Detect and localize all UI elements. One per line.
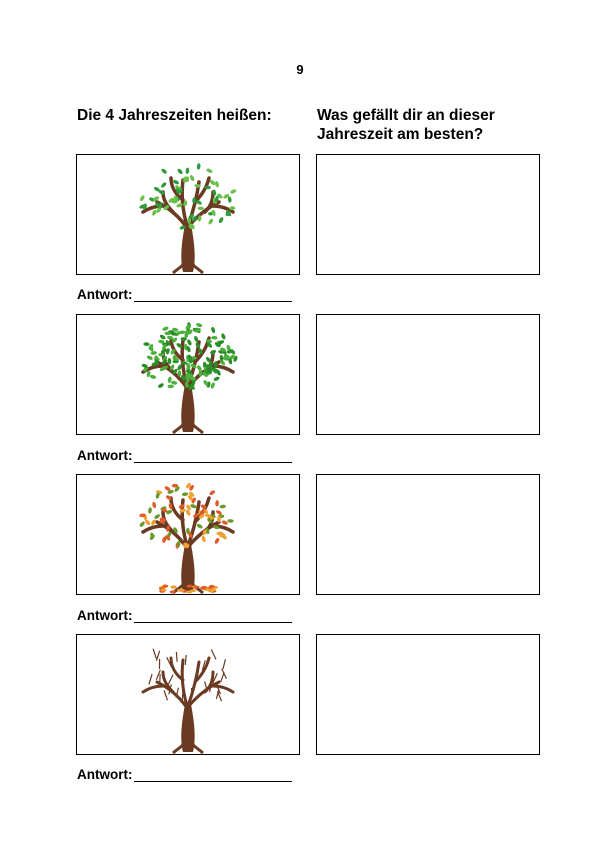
fallen-leaf xyxy=(201,585,207,588)
tree-leaf xyxy=(227,518,234,522)
answer-label-1: Antwort: xyxy=(77,287,133,302)
tree-leaf xyxy=(219,504,226,508)
tree-leaf xyxy=(152,501,157,508)
answer-label-4: Antwort: xyxy=(77,767,133,782)
tree-leaf xyxy=(161,167,168,174)
tree-leaf xyxy=(177,167,184,174)
tree-leaf xyxy=(157,382,164,389)
tree-branch xyxy=(143,686,163,692)
tree-branch xyxy=(213,686,233,692)
tree-twig xyxy=(153,648,156,658)
tree-leaf xyxy=(211,209,216,216)
tree-twig xyxy=(223,659,226,669)
tree-leaf xyxy=(196,364,202,371)
tree-twig xyxy=(185,654,186,664)
answer-blank-2[interactable] xyxy=(134,449,292,463)
fallen-leaf xyxy=(161,588,167,591)
fallen-leaf xyxy=(162,584,168,587)
tree-leaf xyxy=(146,354,153,360)
heading-favorite xyxy=(317,106,547,144)
picture-frame-summer xyxy=(76,314,300,435)
answer-box-2[interactable] xyxy=(316,314,540,435)
tree-leaf xyxy=(195,322,202,328)
answer-line-3 xyxy=(77,608,292,623)
tree-leaf xyxy=(182,491,189,496)
tree-leaf xyxy=(160,181,167,188)
picture-frame-autumn xyxy=(76,474,300,595)
tree-twig xyxy=(182,690,183,700)
answer-line-2 xyxy=(77,448,292,463)
tree-twig xyxy=(164,690,167,700)
tree-leaf xyxy=(227,196,232,203)
tree-branch xyxy=(182,660,187,706)
answer-blank-4[interactable] xyxy=(134,768,292,782)
tree-leaf xyxy=(196,162,200,169)
tree-branch xyxy=(205,192,213,212)
tree-leaf xyxy=(210,381,216,388)
answer-line-4 xyxy=(77,767,292,782)
answer-box-1[interactable] xyxy=(316,154,540,275)
page-number: 9 xyxy=(296,62,304,77)
answer-label-2: Antwort: xyxy=(77,448,133,463)
tree-leaf xyxy=(207,217,214,224)
tree-leaf xyxy=(218,216,224,223)
tree-leaf xyxy=(198,206,204,210)
tree-leaf xyxy=(151,209,157,216)
tree-twig xyxy=(176,651,177,661)
fallen-leaf xyxy=(190,589,196,592)
tree-leaf xyxy=(167,384,174,388)
tree-leaf xyxy=(214,537,220,544)
fallen-leaf xyxy=(210,588,216,591)
tree-leaf xyxy=(171,380,178,385)
tree-leaf xyxy=(230,188,237,194)
tree-leaf xyxy=(201,535,206,542)
fallen-leaf xyxy=(179,588,185,591)
answer-blank-3[interactable] xyxy=(134,609,292,623)
tree-twig xyxy=(211,649,216,659)
tree-leaf xyxy=(148,507,152,514)
answer-label-3: Antwort: xyxy=(77,608,133,623)
tree-leaf xyxy=(210,326,215,333)
tree-leaf xyxy=(215,500,219,507)
heading-favorite-line1: Was gefällt dir an dieser xyxy=(317,107,495,124)
tree-twig xyxy=(149,674,152,684)
fallen-leaf xyxy=(170,590,176,593)
autumn-tree-icon xyxy=(113,476,263,594)
picture-frame-spring xyxy=(76,154,300,275)
tree-leaf xyxy=(206,167,213,173)
tree-leaf xyxy=(185,167,190,174)
fallen-leaf xyxy=(187,584,193,587)
fallen-leaf xyxy=(170,585,176,588)
fallen-leaf xyxy=(194,585,200,588)
tree-leaf xyxy=(209,489,216,496)
tree-leaf xyxy=(162,325,169,331)
tree-leaf xyxy=(196,522,203,528)
tree-branch xyxy=(143,526,163,532)
heading-favorite-line2: Jahreszeit am besten? xyxy=(317,126,484,143)
tree-leaf xyxy=(189,174,195,181)
tree-leaf xyxy=(139,520,146,527)
heading-seasons: Die 4 Jahreszeiten heißen: xyxy=(77,107,272,124)
tree-leaf xyxy=(186,338,192,345)
tree-leaf xyxy=(221,332,227,339)
answer-box-4[interactable] xyxy=(316,634,540,755)
tree-twig xyxy=(168,674,173,684)
answer-line-1 xyxy=(77,287,292,302)
answer-blank-1[interactable] xyxy=(134,288,292,302)
tree-leaf xyxy=(211,335,217,339)
tree-leaf xyxy=(190,503,197,509)
answer-box-3[interactable] xyxy=(316,474,540,595)
summer-tree-icon xyxy=(113,316,263,434)
tree-leaf xyxy=(143,342,150,346)
tree-leaf xyxy=(213,375,220,381)
winter-tree-icon xyxy=(113,636,263,754)
tree-leaf xyxy=(159,333,166,340)
tree-leaf xyxy=(149,374,156,379)
tree-leaf xyxy=(139,194,145,201)
picture-frame-winter xyxy=(76,634,300,755)
fallen-leaf xyxy=(209,584,215,587)
spring-tree-icon xyxy=(113,156,263,274)
tree-leaf xyxy=(214,180,219,187)
